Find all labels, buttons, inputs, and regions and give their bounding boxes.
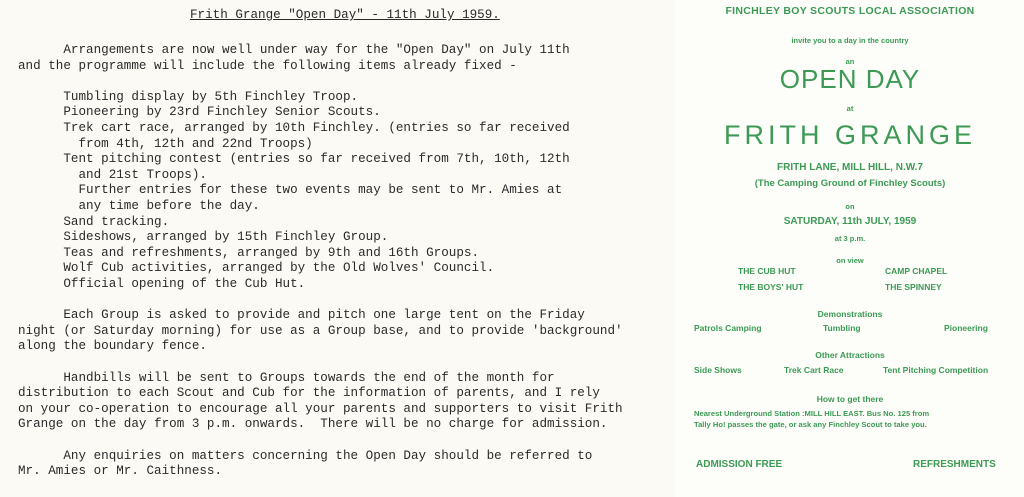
letter-line: Mr. Amies or Mr. Caithness. <box>18 464 223 479</box>
letter-line: Teas and refreshments, arranged by 9th and 16th Groups. <box>18 245 480 260</box>
letter-line: Further entries for these two events may be sent to Mr. Amies at <box>18 183 563 198</box>
letter-line: Official opening of the Cub Hut. <box>18 277 306 291</box>
on-view-item: THE SPINNEY <box>885 282 942 292</box>
attraction-item: Tent Pitching Competition <box>883 365 989 375</box>
frith-grange-heading: FRITH GRANGE <box>723 120 976 150</box>
demonstration-item: Tumbling <box>823 323 861 333</box>
letter-line: Grange on the day from 3 p.m. onwards. There will be no charge for admission. <box>18 417 608 432</box>
open-day-heading: OPEN DAY <box>779 64 921 94</box>
directions-line: Nearest Underground Station :MILL HILL EAST. Bus No. 125 from <box>694 409 930 418</box>
letter-line: and the programme will include the following items already fixed - <box>18 58 517 73</box>
letter-line: Tent pitching contest (entries so far received from 7th, 10th, 12th <box>18 152 570 167</box>
letter-line: Pioneering by 23rd Finchley Senior Scouts. <box>18 105 381 120</box>
on-view-item: THE BOYS' HUT <box>738 282 804 292</box>
letter-line: from 4th, 12th and 22nd Troops) <box>18 136 313 151</box>
letter-line: Trek cart race, arranged by 10th Finchley. (entries so far received <box>18 121 570 135</box>
on-view-label: on view <box>836 256 864 265</box>
letter-title: Frith Grange "Open Day" - 11th July 1959. <box>190 8 500 22</box>
event-time: at 3 p.m. <box>834 234 866 243</box>
address: FRITH LANE, MILL HILL, N.W.7 <box>777 162 923 173</box>
open-day-flyer <box>676 0 1024 497</box>
association-name: FINCHLEY BOY SCOUTS LOCAL ASSOCIATION <box>725 5 975 17</box>
other-attractions-label: Other Attractions <box>815 350 885 360</box>
on-text: on <box>845 202 855 211</box>
on-view-item: CAMP CHAPEL <box>885 266 948 276</box>
event-date: SATURDAY, 11th JULY, 1959 <box>783 216 917 227</box>
attraction-item: Side Shows <box>694 365 742 375</box>
letter-line: on your co-operation to encourage all your parents and supporters to visit Frith <box>18 401 623 416</box>
letter-line: Sand tracking. <box>18 214 170 229</box>
letter-line: Arrangements are now well under way for the "Open Day" on July 11th <box>18 43 570 57</box>
demonstration-item: Pioneering <box>944 323 988 333</box>
how-label: How to get there <box>816 394 884 404</box>
an-text: an <box>845 57 855 66</box>
demonstration-item: Patrols Camping <box>694 323 762 333</box>
letter-line: Tumbling display by 5th Finchley Troop. <box>18 89 359 104</box>
letter-line: along the boundary fence. <box>18 339 207 354</box>
letter-line: Handbills will be sent to Groups towards the end of the month for <box>18 370 555 385</box>
refreshments: REFRESHMENTS <box>913 459 996 470</box>
demonstrations-label: Demonstrations <box>817 309 883 319</box>
attraction-item: Trek Cart Race <box>784 365 844 375</box>
letter-line: distribution to each Scout and Cub for the information of parents, and I rely <box>18 386 600 401</box>
letter-line: Any enquiries on matters concerning the Open Day should be referred to <box>18 448 593 463</box>
letter-line: any time before the day. <box>18 199 260 213</box>
letter-line: Sideshows, arranged by 15th Finchley Group. <box>18 230 389 245</box>
directions-line: Tally Ho! passes the gate, or ask any Finchley Scout to take you. <box>694 420 927 429</box>
letter-line: night (or Saturday morning) for use as a Group base, and to provide 'background' <box>18 323 623 338</box>
letter-line: Wolf Cub activities, arranged by the Old Wolves' Council. <box>18 261 495 276</box>
on-view-item: THE CUB HUT <box>738 266 796 276</box>
camping-ground: (The Camping Ground of Finchley Scouts) <box>754 178 946 189</box>
invite-text: invite you to a day in the country <box>791 36 909 45</box>
admission-free: ADMISSION FREE <box>696 459 783 470</box>
letter-line: and 21st Troops). <box>18 167 207 182</box>
letter-line: Each Group is asked to provide and pitch one large tent on the Friday <box>18 308 585 323</box>
at-text: at <box>846 104 854 113</box>
